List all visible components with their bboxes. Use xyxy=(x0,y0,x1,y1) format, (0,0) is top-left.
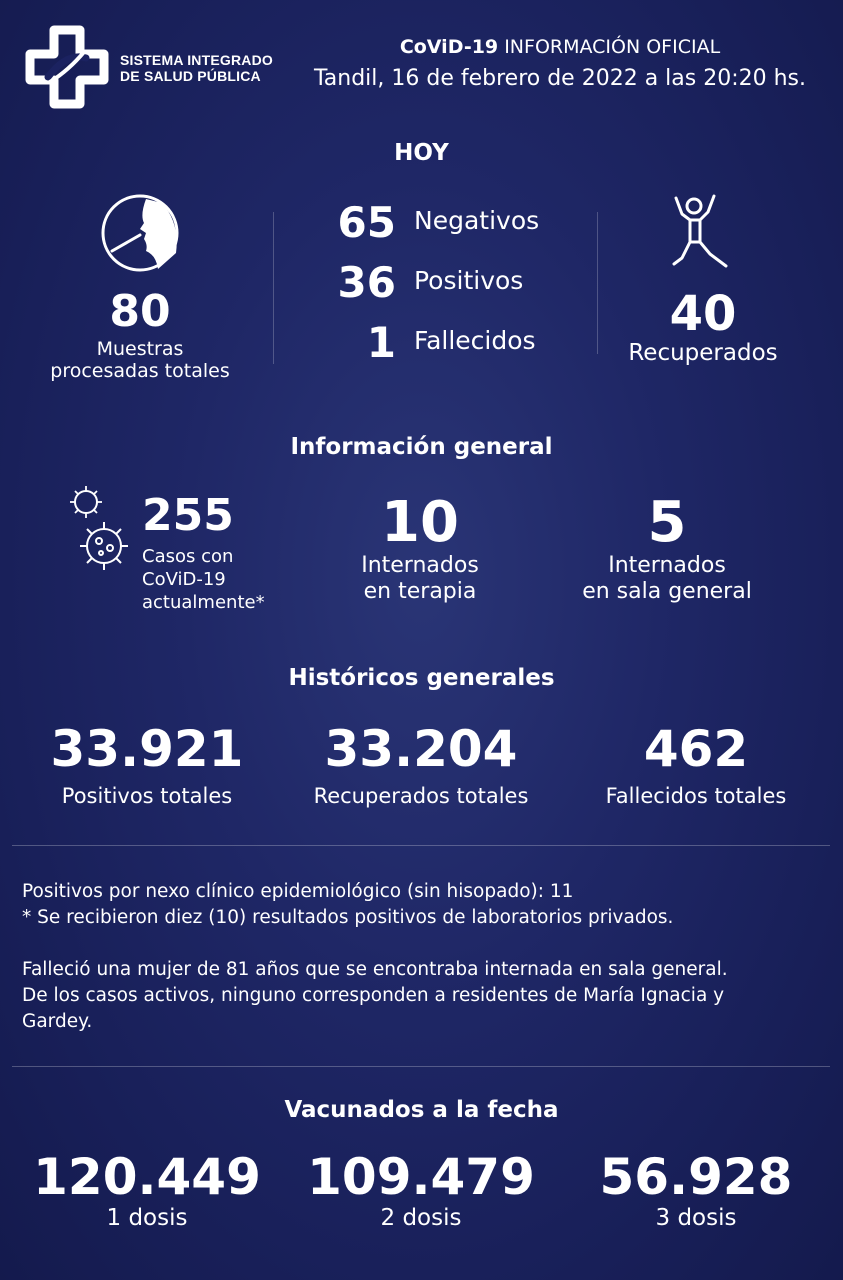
ward-label xyxy=(547,553,787,605)
icu-label-line-1: Internados xyxy=(361,553,479,578)
samples-label-line-2: procesadas totales xyxy=(50,360,230,382)
deaths-value: 1 xyxy=(366,318,396,367)
active-cases-label-line-1: Casos con xyxy=(142,546,234,567)
ward-value: 5 xyxy=(647,490,687,555)
dose2-value: 109.479 xyxy=(307,1148,535,1206)
samples-label-line-1: Muestras xyxy=(96,338,184,360)
active-cases-label-line-3: actualmente* xyxy=(142,592,265,613)
icu-label-line-2: en terapia xyxy=(363,579,477,604)
total-recovered-value: 33.204 xyxy=(324,720,518,778)
divider-right xyxy=(597,212,598,354)
positives-label: Positivos xyxy=(414,266,524,295)
total-positives-label: Positivos totales xyxy=(61,784,233,808)
positives-value: 36 xyxy=(337,258,396,307)
active-cases-label xyxy=(142,545,265,614)
recovered-label: Recuperados xyxy=(628,340,778,366)
virus-icon xyxy=(66,484,134,576)
organization-name xyxy=(120,52,273,84)
section-title-vacunados: Vacunados a la fecha xyxy=(284,1097,559,1123)
ward-label-line-2: en sala general xyxy=(582,579,752,604)
total-recovered-label: Recuperados totales xyxy=(313,784,529,808)
dose1-value: 120.449 xyxy=(33,1148,261,1206)
covid-label: CoViD-19 xyxy=(399,36,499,58)
active-cases-label-line-2: CoViD-19 xyxy=(142,569,226,590)
total-deaths-label: Fallecidos totales xyxy=(605,784,787,808)
header-title xyxy=(330,36,790,58)
dose2-label: 2 dosis xyxy=(380,1205,462,1231)
ward-label-line-1: Internados xyxy=(608,553,726,578)
icu-value: 10 xyxy=(381,490,459,555)
recovered-value: 40 xyxy=(669,286,737,342)
total-deaths-value: 462 xyxy=(643,720,749,778)
divider-bottom-notes xyxy=(12,1066,830,1067)
section-title-hoy: HOY xyxy=(394,140,449,166)
note-line-3: Falleció una mujer de 81 años que se encontraba internada en sala general. xyxy=(22,959,728,980)
notes-block-2 xyxy=(22,957,832,1035)
dose3-value: 56.928 xyxy=(599,1148,793,1206)
active-cases-value: 255 xyxy=(142,490,234,541)
jumping-person-icon xyxy=(668,192,738,274)
negatives-value: 65 xyxy=(337,198,396,247)
org-line-1: SISTEMA INTEGRADO xyxy=(120,52,273,68)
health-cross-logo-icon xyxy=(22,22,112,112)
dose1-label: 1 dosis xyxy=(106,1205,188,1231)
notes-block-1 xyxy=(22,879,832,931)
divider-left xyxy=(273,212,274,364)
section-title-general: Información general xyxy=(290,434,553,460)
org-line-2: DE SALUD PÚBLICA xyxy=(120,68,261,84)
note-line-5: Gardey. xyxy=(22,1011,93,1032)
divider-top-notes xyxy=(12,845,830,846)
total-positives-value: 33.921 xyxy=(50,720,244,778)
samples-value: 80 xyxy=(109,286,171,337)
note-line-4: De los casos activos, ninguno corresponden a residentes de María Ignacia y xyxy=(22,985,725,1006)
icu-label xyxy=(300,553,540,605)
deaths-label: Fallecidos xyxy=(414,326,536,355)
samples-label xyxy=(30,338,250,382)
nasal-swab-icon xyxy=(100,193,180,273)
note-line-2: * Se recibieron diez (10) resultados positivos de laboratorios privados. xyxy=(22,907,674,928)
report-date: Tandil, 16 de febrero de 2022 a las 20:20 hs. xyxy=(313,66,807,91)
header-title-rest: INFORMACIÓN OFICIAL xyxy=(498,36,721,58)
negatives-label: Negativos xyxy=(414,206,540,235)
section-title-historicos: Históricos generales xyxy=(288,665,555,691)
note-line-1: Positivos por nexo clínico epidemiológico (sin hisopado): 11 xyxy=(22,881,574,902)
dose3-label: 3 dosis xyxy=(655,1205,737,1231)
